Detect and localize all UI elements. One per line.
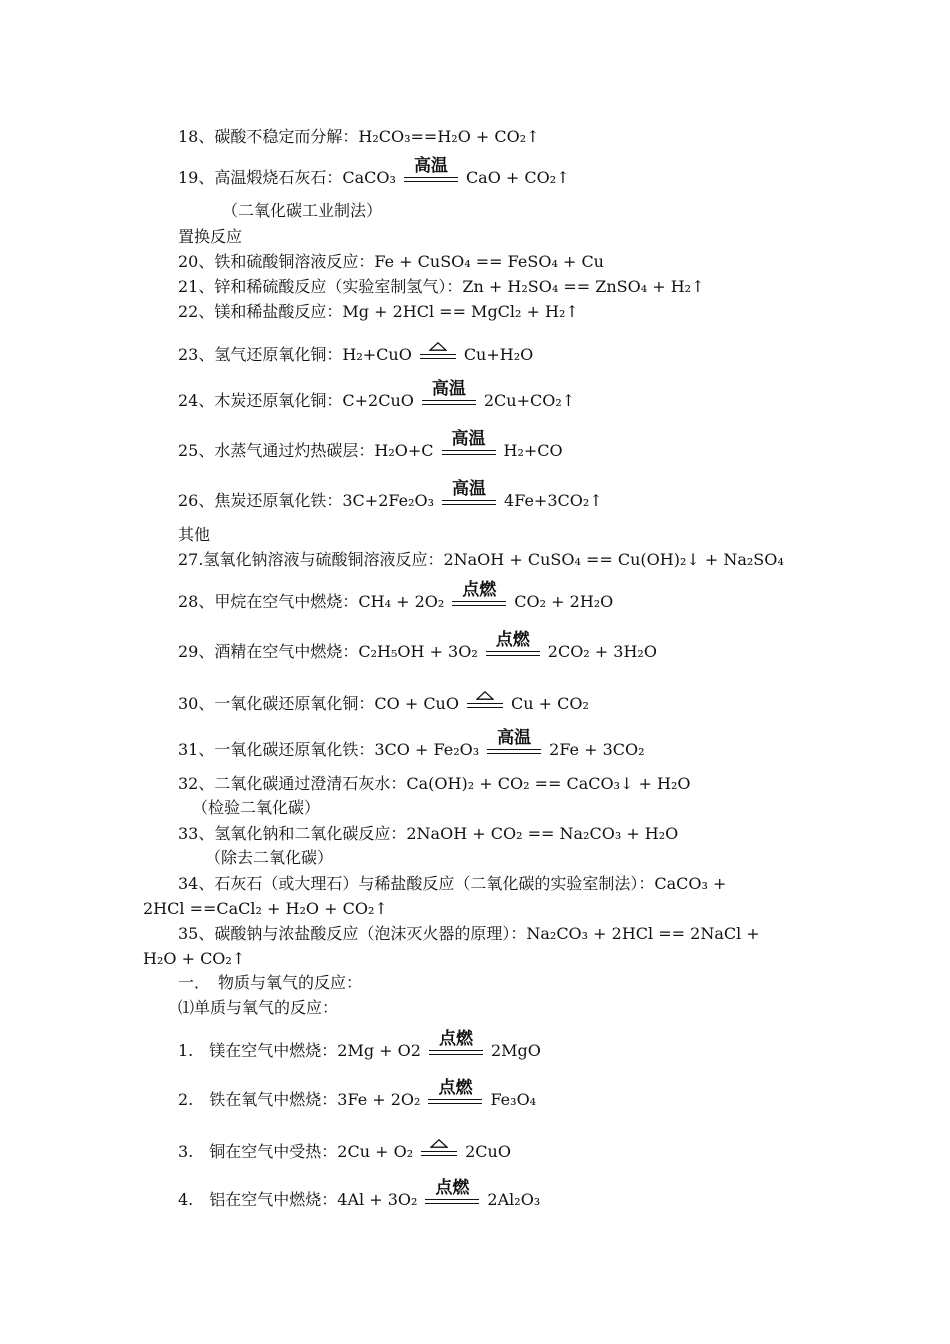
equation-e1: 1. 镁在空气中燃烧：2Mg + O2 点燃 2MgO <box>178 1029 541 1060</box>
heat-triangle-icon <box>430 1139 448 1148</box>
equation-27: 27.氢氧化钠溶液与硫酸铜溶液反应：2NaOH + CuSO₄ == Cu(OH)₂↓ + Na₂SO₄ <box>178 550 784 569</box>
equation-35-line1: 35、碳酸钠与浓盐酸反应（泡沫灭火器的原理）：Na₂CO₃ + 2HCl == 2NaCl + <box>178 924 760 943</box>
equation-e2: 2. 铁在氧气中燃烧：3Fe + 2O₂ 点燃 Fe₃O₄ <box>178 1078 537 1109</box>
condition-arrow: 点燃 <box>452 593 506 607</box>
equation-28: 28、甲烷在空气中燃烧：CH₄ + 2O₂ 点燃 CO₂ + 2H₂O <box>178 580 614 611</box>
equation-34-line2: 2HCl ==CaCl₂ + H₂O + CO₂↑ <box>143 899 388 918</box>
heat-condition-arrow <box>421 1143 457 1157</box>
equation-29: 29、酒精在空气中燃烧：C₂H₅OH + 3O₂ 点燃 2CO₂ + 3H₂O <box>178 630 657 661</box>
equation-22: 22、镁和稀盐酸反应：Mg + 2HCl == MgCl₂ + H₂↑ <box>178 302 579 321</box>
equation-25: 25、水蒸气通过灼热碳层：H₂O+C 高温 H₂+CO <box>178 429 563 460</box>
equation-24: 24、木炭还原氧化铜：C+2CuO 高温 2Cu+CO₂↑ <box>178 379 576 410</box>
equation-e4: 4. 铝在空气中燃烧：4Al + 3O₂ 点燃 2Al₂O₃ <box>178 1178 541 1209</box>
note-19: （二氧化碳工业制法） <box>222 201 383 220</box>
equation-26: 26、焦炭还原氧化铁：3C+2Fe₂O₃ 高温 4Fe+3CO₂↑ <box>178 479 603 510</box>
condition-arrow: 点燃 <box>428 1091 482 1105</box>
heat-triangle-icon <box>476 691 494 700</box>
heat-condition-arrow <box>467 695 503 709</box>
equation-23: 23、氢气还原氧化铜：H₂+CuO Cu+H₂O <box>178 344 533 366</box>
equation-35-line2: H₂O + CO₂↑ <box>143 949 246 968</box>
condition-arrow: 点燃 <box>429 1042 483 1056</box>
heat-triangle-icon <box>429 342 447 351</box>
condition-arrow: 点燃 <box>425 1191 479 1205</box>
equation-34-line1: 34、石灰石（或大理石）与稀盐酸反应（二氧化碳的实验室制法）：CaCO₃ + <box>178 874 727 893</box>
equation-20: 20、铁和硫酸铜溶液反应：Fe + CuSO₄ == FeSO₄ + Cu <box>178 252 604 271</box>
equation-19: 19、高温煅烧石灰石：CaCO₃ 高温 CaO + CO₂↑ <box>178 156 570 187</box>
equation-18: 18、碳酸不稳定而分解：H₂CO₃==H₂O + CO₂↑ <box>178 127 540 146</box>
equation-30: 30、一氧化碳还原氧化铜：CO + CuO Cu + CO₂ <box>178 693 589 715</box>
section-other: 其他 <box>178 525 211 544</box>
condition-arrow: 点燃 <box>486 643 540 657</box>
equation-33: 33、氢氧化钠和二氧化碳反应：2NaOH + CO₂ == Na₂CO₃ + H₂O <box>178 824 679 843</box>
section-oxygen-reactions: 一． 物质与氧气的反应： <box>178 973 363 992</box>
equation-32: 32、二氧化碳通过澄清石灰水：Ca(OH)₂ + CO₂ == CaCO₃↓ + H₂O <box>178 774 691 793</box>
condition-arrow: 高温 <box>442 442 496 456</box>
condition-arrow: 高温 <box>442 492 496 506</box>
condition-arrow: 高温 <box>404 169 458 183</box>
heat-condition-arrow <box>420 346 456 360</box>
condition-arrow: 高温 <box>422 392 476 406</box>
equation-e3: 3. 铜在空气中受热：2Cu + O₂ 2CuO <box>178 1141 511 1163</box>
note-33: （除去二氧化碳） <box>205 848 334 867</box>
section-replacement: 置换反应 <box>178 227 243 246</box>
subsection-elements-oxygen: ⑴单质与氧气的反应： <box>178 998 339 1017</box>
condition-arrow: 高温 <box>487 741 541 755</box>
note-32: （检验二氧化碳） <box>192 798 321 817</box>
equation-21: 21、锌和稀硫酸反应（实验室制氢气）：Zn + H₂SO₄ == ZnSO₄ + H₂↑ <box>178 277 705 296</box>
equation-31: 31、一氧化碳还原氧化铁：3CO + Fe₂O₃ 高温 2Fe + 3CO₂ <box>178 728 645 759</box>
